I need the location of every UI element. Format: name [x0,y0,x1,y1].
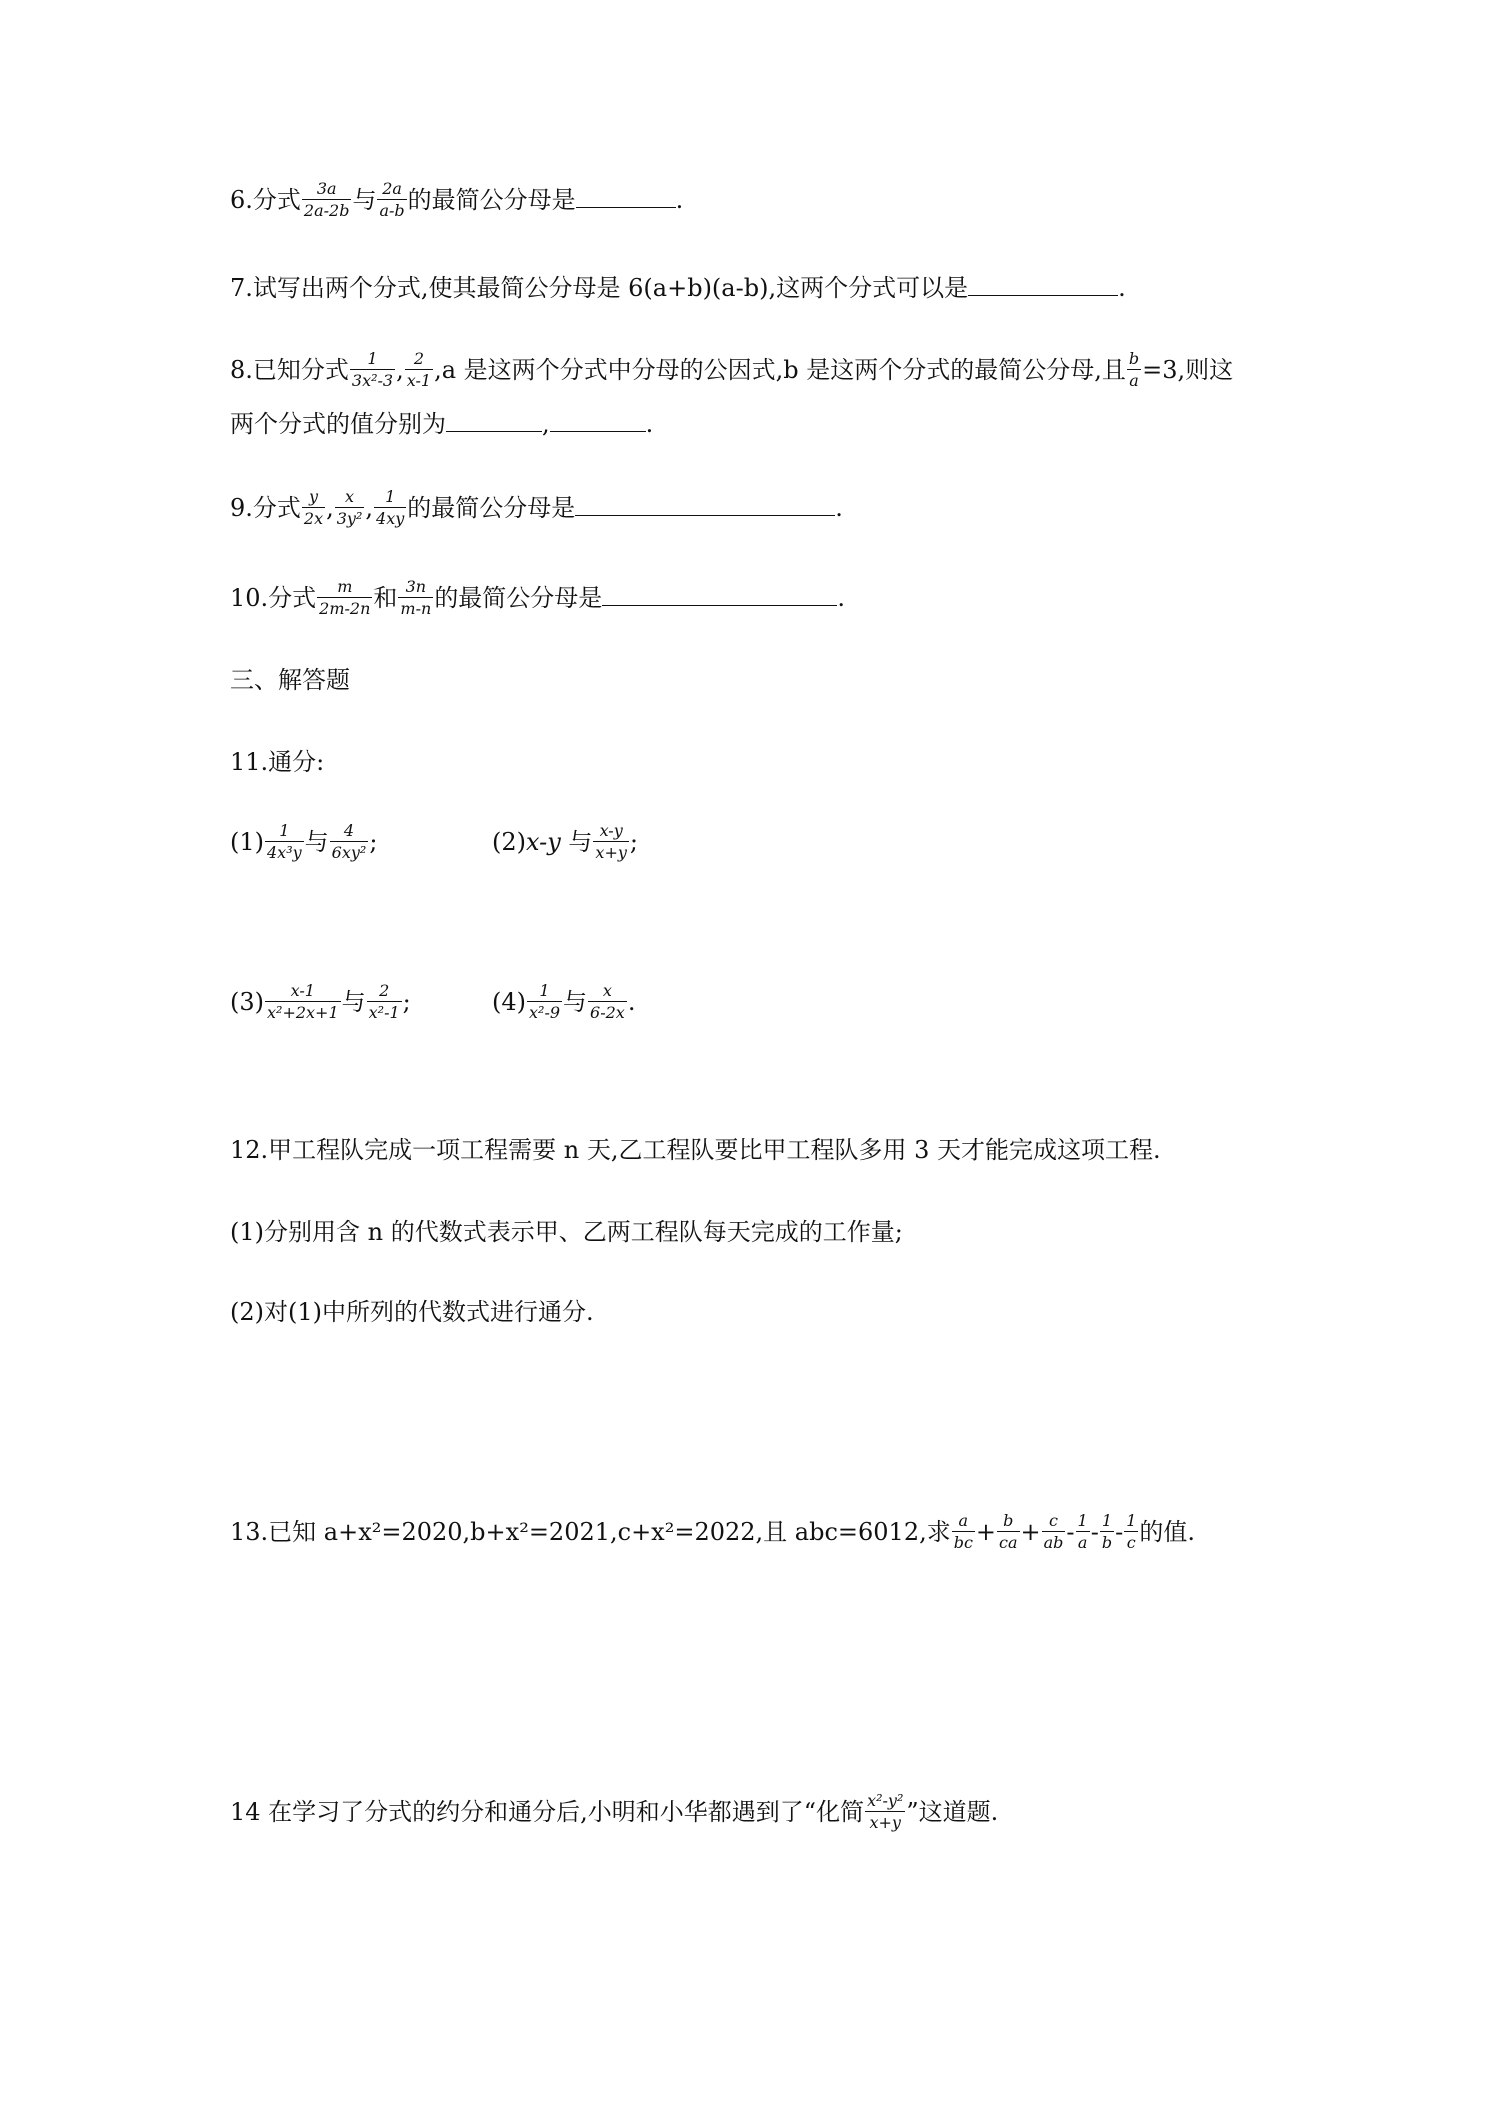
q8-text-2: =3,则这 [1142,356,1234,384]
denominator: 6-2x [590,1003,625,1022]
fraction [1076,1511,1090,1552]
numerator: 3n [398,577,433,598]
q6-prefix: 6.分式 [230,186,301,214]
fraction [588,981,627,1022]
fraction [335,487,365,528]
numerator: x [588,981,627,1002]
denominator: bc [953,1533,973,1552]
q13-operator: - [1066,1518,1075,1546]
denominator: x-1 [406,371,432,390]
question-11-part-1 [230,822,377,864]
q11-expression: x-y [526,828,561,856]
q8-text-1: ,a 是这两个分式中分母的公因式,b 是这两个分式的最简公分母,且 [434,356,1126,384]
numerator: 1 [265,821,304,842]
q8-comma: , [396,356,404,384]
answer-blank[interactable] [575,493,835,516]
q14-text: 14 在学习了分式的约分和通分后,小明和小华都遇到了“化简 [230,1798,865,1826]
fraction [398,577,433,618]
numerator: 1 [1124,1511,1138,1532]
q13-operator: + [1020,1518,1041,1546]
denominator: 2a-2b [303,201,350,220]
question-10 [230,578,845,620]
denominator: ab [1043,1533,1064,1552]
fraction [374,487,406,528]
q7-text: 7.试写出两个分式,使其最简公分母是 6(a+b)(a-b),这两个分式可以是 [230,274,969,302]
part-label: (4) [492,988,526,1016]
answer-blank[interactable] [446,409,542,432]
numerator: y [302,487,325,508]
numerator: m [317,577,372,598]
fraction [1124,1511,1138,1552]
question-12: 12.甲工程队完成一项工程需要 n 天,乙工程队要比甲工程队多用 3 天才能完成这项工程. [230,1136,1161,1164]
q11-mid: 与 [341,988,366,1016]
fraction [330,821,369,862]
denominator: 4x³y [267,843,302,862]
fraction [1127,349,1141,390]
numerator: b [997,1511,1020,1532]
fraction [367,981,402,1022]
question-9 [230,488,843,530]
question-13 [230,1512,1195,1554]
q13-suffix: 的值. [1139,1518,1196,1546]
q8-sep: , [542,410,550,438]
denominator: m-n [400,599,432,618]
part-label: (2) [492,828,526,856]
fraction [865,1791,905,1832]
part-label: (1) [230,828,264,856]
q7-end: . [1118,274,1126,302]
fraction [350,349,395,390]
q13-operator: - [1090,1518,1099,1546]
denominator: a-b [379,201,405,220]
fraction [317,577,372,618]
numerator: 2a [377,179,406,200]
q13-operator: - [1115,1518,1124,1546]
fraction [265,981,341,1022]
answer-blank[interactable] [968,273,1118,296]
question-8-line-2 [230,404,653,444]
denominator: a [1129,371,1139,390]
numerator: 4 [330,821,369,842]
fraction [377,179,406,220]
fraction [952,1511,975,1552]
q6-end: . [675,186,684,214]
part-label: (3) [230,988,264,1016]
question-11-part-4 [492,982,635,1024]
denominator: a [1077,1533,1088,1552]
fraction [1042,1511,1066,1552]
fraction [265,821,304,862]
denominator: c [1126,1533,1136,1552]
numerator: x [335,487,365,508]
question-11-part-3 [230,982,411,1024]
q9-suffix: 的最简公分母是 [407,494,576,522]
numerator: 3a [302,179,352,200]
question-6 [230,180,683,222]
numerator: 1 [374,487,406,508]
q11-end: ; [629,828,638,856]
numerator: x²-y² [865,1791,905,1812]
answer-blank[interactable] [550,409,646,432]
q13-text: 13.已知 a+x²=2020,b+x²=2021,c+x²=2022,且 abc=6012,求 [230,1518,951,1546]
denominator: 3y² [336,509,363,528]
answer-blank[interactable] [602,583,837,606]
denominator: x+y [595,843,627,862]
q11-mid: 与 [304,828,329,856]
question-12-part-2: (2)对(1)中所列的代数式进行通分. [230,1298,594,1326]
q14-suffix: ”这道题. [906,1798,999,1826]
numerator: b [1127,349,1141,370]
numerator: 2 [367,981,402,1002]
q9-prefix: 9.分式 [230,494,301,522]
q6-mid: 与 [352,186,377,214]
denominator: 6xy² [331,843,367,862]
q11-end: ; [402,988,411,1016]
denominator: x²-9 [529,1003,561,1022]
q9-comma: , [365,494,374,522]
q11-end: . [627,988,636,1016]
q10-end: . [837,584,845,612]
denominator: ca [999,1533,1018,1552]
numerator: 1 [1076,1511,1090,1532]
numerator: x-y [593,821,628,842]
fraction [302,487,325,528]
q8-end: . [645,410,654,438]
q9-comma: , [326,494,334,522]
q13-operator: + [975,1518,997,1546]
fraction [997,1511,1020,1552]
denominator: x²-1 [368,1003,400,1022]
numerator: a [952,1511,975,1532]
question-14 [230,1792,998,1834]
numerator: c [1042,1511,1066,1532]
fraction [1100,1511,1114,1552]
question-11-part-2 [492,822,638,864]
q9-end: . [835,494,843,522]
denominator: b [1101,1533,1113,1552]
question-7 [230,268,1126,308]
q11-mid: 与 [563,988,588,1016]
answer-blank[interactable] [576,185,676,208]
denominator: x²+2x+1 [267,1003,339,1022]
denominator: 2m-2n [319,599,371,618]
q8-line-2: 两个分式的值分别为 [230,410,446,438]
fraction [405,349,433,390]
question-12-part-1: (1)分别用含 n 的代数式表示甲、乙两工程队每天完成的工作量; [230,1218,903,1246]
q10-mid: 和 [373,584,398,612]
denominator: 3x²-3 [351,371,394,390]
fraction [302,179,352,220]
numerator: 1 [1100,1511,1114,1532]
numerator: 1 [527,981,562,1002]
denominator: 4xy [376,509,405,528]
section-heading: 三、解答题 [230,666,350,694]
numerator: 1 [350,349,395,370]
q8-prefix: 8.已知分式 [230,356,349,384]
numerator: 2 [405,349,433,370]
q11-mid: 与 [560,828,593,856]
denominator: x+y [869,1813,901,1832]
q10-prefix: 10.分式 [230,584,317,612]
question-8-line-1 [230,350,1233,392]
fraction [527,981,562,1022]
q10-suffix: 的最简公分母是 [434,584,603,612]
q11-end: ; [369,828,378,856]
q6-suffix: 的最简公分母是 [407,186,576,214]
numerator: x-1 [265,981,341,1002]
denominator: 2x [303,509,324,528]
question-11-title: 11.通分: [230,748,325,776]
fraction [593,821,628,862]
